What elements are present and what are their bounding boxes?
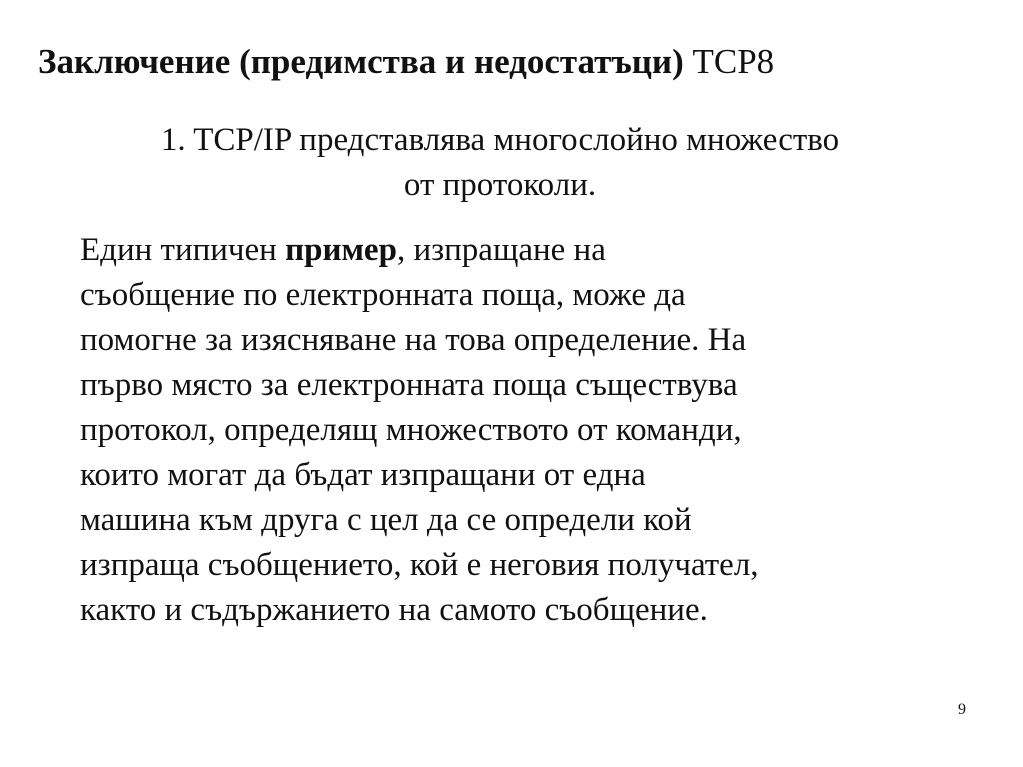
body-line-1-pre: Един типичен — [80, 232, 286, 268]
body-line-1-post: , изпращане на — [396, 232, 606, 268]
numbered-point — [60, 118, 940, 208]
body-emphasis: пример — [285, 232, 397, 268]
slide-title — [38, 40, 774, 84]
body-line-7: машина към друга с цел да се определи кой — [80, 502, 692, 538]
body-line-1 — [80, 228, 950, 273]
body-line-4: първо място за електронната поща съществува — [80, 367, 738, 403]
body-line-5: протокол, определящ множеството от команди, — [80, 412, 742, 448]
body-line-8: изпраща съобщението, кой е неговия получател, — [80, 547, 759, 583]
body-paragraph — [80, 228, 950, 633]
body-line-6: които могат да бъдат изпращани от една — [80, 457, 646, 493]
slide-title-suffix: TCP8 — [692, 42, 775, 81]
body-line-3: помогне за изясняване на това определение. На — [80, 322, 747, 358]
body-line-2: съобщение по електронната поща, може да — [80, 277, 686, 313]
numbered-point-line-1: 1. TCP/IP представлява многослойно множество — [160, 122, 840, 158]
numbered-point-line-2: от протоколи. — [403, 167, 597, 203]
body-line-9: както и съдържанието на самото съобщение. — [80, 592, 708, 628]
page-number: 9 — [958, 701, 966, 718]
slide-title-bold: Заключение (предимства и недостатъци) — [38, 42, 684, 81]
